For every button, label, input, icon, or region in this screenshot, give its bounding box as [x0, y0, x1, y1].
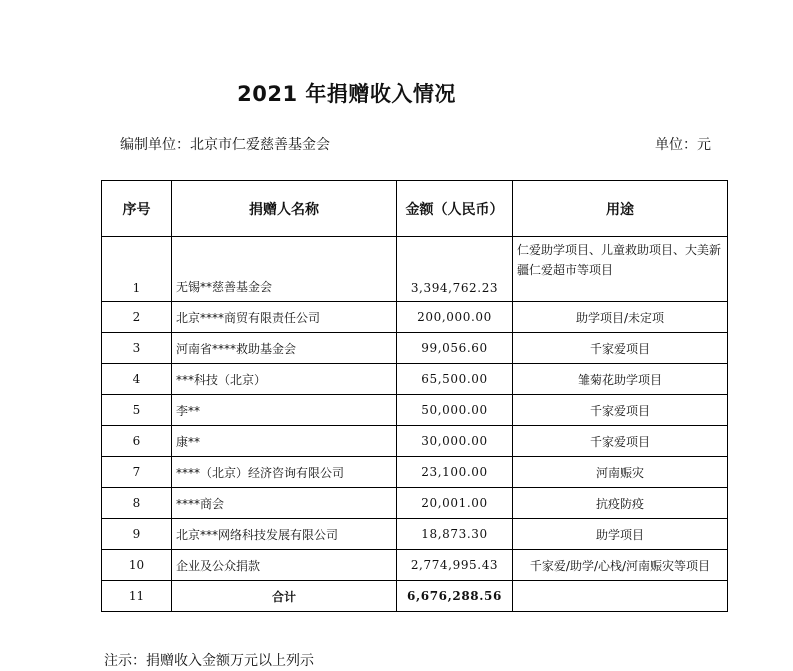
row-purpose: 河南赈灾 [513, 457, 728, 488]
total-purpose [513, 581, 728, 612]
total-row [102, 581, 728, 612]
row-amount: 50,000.00 [397, 395, 513, 426]
table-row [102, 333, 728, 364]
header-donor-name: 捐赠人名称 [172, 181, 397, 237]
row-amount: 99,056.60 [397, 333, 513, 364]
row-amount: 200,000.00 [397, 302, 513, 333]
table-row [102, 364, 728, 395]
row-amount: 65,500.00 [397, 364, 513, 395]
row-serial-number: 5 [102, 395, 172, 426]
row-donor-name: ****（北京）经济咨询有限公司 [172, 457, 397, 488]
header-purpose: 用途 [513, 181, 728, 237]
row-serial-number: 7 [102, 457, 172, 488]
row-serial-number: 2 [102, 302, 172, 333]
row-donor-name: 无锡**慈善基金会 [172, 237, 397, 302]
organization-label: 编制单位：北京市仁爱慈善基金会 [120, 137, 330, 153]
footnote: 注示：捐赠收入金额万元以上列示 [104, 653, 314, 669]
header-amount: 金额（人民币） [397, 181, 513, 237]
table-row [102, 550, 728, 581]
total-serial-number: 11 [102, 581, 172, 612]
table-row [102, 426, 728, 457]
row-donor-name: ***科技（北京） [172, 364, 397, 395]
row-donor-name: 李** [172, 395, 397, 426]
row-amount: 2,774,995.43 [397, 550, 513, 581]
row-donor-name: 河南省****救助基金会 [172, 333, 397, 364]
row-donor-name: 北京****商贸有限责任公司 [172, 302, 397, 333]
row-donor-name: 康** [172, 426, 397, 457]
row-amount: 3,394,762.23 [397, 237, 513, 302]
total-amount: 6,676,288.56 [397, 581, 513, 612]
row-purpose: 抗疫防疫 [513, 488, 728, 519]
page-title: 2021 年捐赠收入情况 [237, 82, 456, 106]
row-purpose: 千家爱/助学/心栈/河南赈灾等项目 [513, 550, 728, 581]
row-donor-name: ****商会 [172, 488, 397, 519]
row-serial-number: 9 [102, 519, 172, 550]
row-donor-name: 企业及公众捐款 [172, 550, 397, 581]
row-amount: 20,001.00 [397, 488, 513, 519]
table-row [102, 395, 728, 426]
row-serial-number: 6 [102, 426, 172, 457]
row-serial-number: 1 [102, 237, 172, 302]
total-label: 合计 [172, 581, 397, 612]
row-serial-number: 10 [102, 550, 172, 581]
row-donor-name: 北京***网络科技发展有限公司 [172, 519, 397, 550]
header-serial-number: 序号 [102, 181, 172, 237]
table-row [102, 302, 728, 333]
row-serial-number: 4 [102, 364, 172, 395]
table-row [102, 237, 728, 302]
row-amount: 30,000.00 [397, 426, 513, 457]
row-amount: 18,873.30 [397, 519, 513, 550]
table-row [102, 488, 728, 519]
row-purpose: 千家爱项目 [513, 333, 728, 364]
donation-table [101, 180, 728, 612]
table-row [102, 457, 728, 488]
row-serial-number: 3 [102, 333, 172, 364]
table-row [102, 519, 728, 550]
row-purpose: 千家爱项目 [513, 395, 728, 426]
row-serial-number: 8 [102, 488, 172, 519]
row-purpose: 仁爱助学项目、儿童救助项目、大美新疆仁爱超市等项目 [513, 237, 728, 302]
row-purpose: 助学项目/未定项 [513, 302, 728, 333]
table-header-row [102, 181, 728, 237]
row-amount: 23,100.00 [397, 457, 513, 488]
row-purpose: 助学项目 [513, 519, 728, 550]
currency-unit-label: 单位：元 [655, 137, 711, 153]
row-purpose: 千家爱项目 [513, 426, 728, 457]
row-purpose: 雏菊花助学项目 [513, 364, 728, 395]
